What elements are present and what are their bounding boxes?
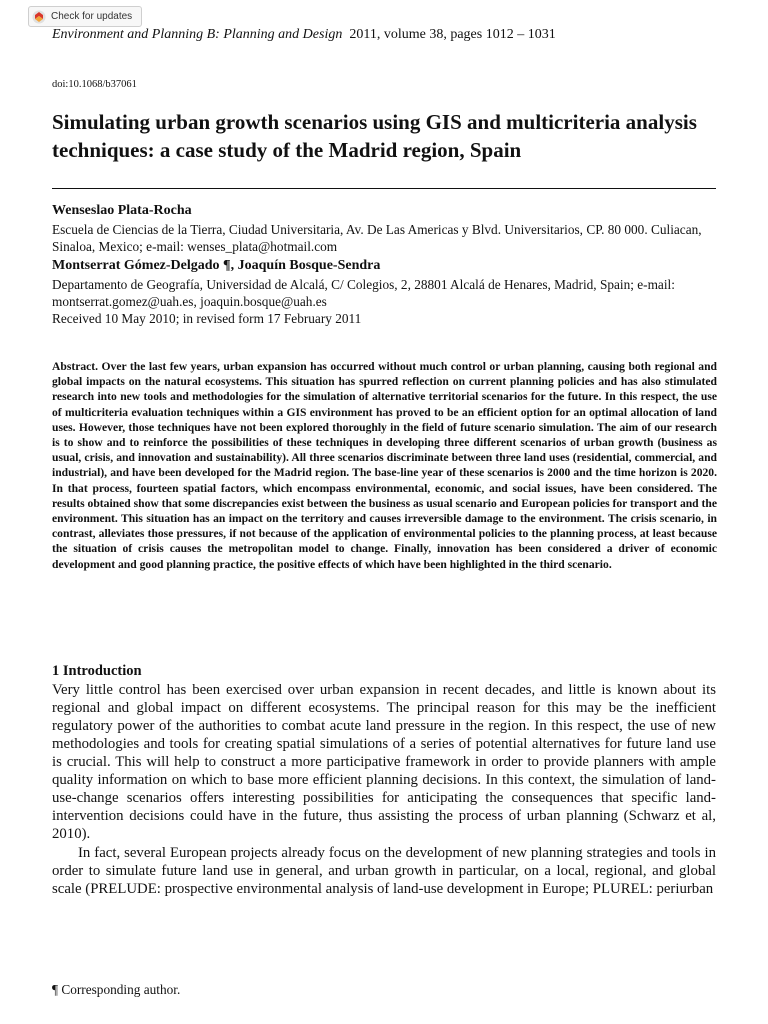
doi: doi:10.1068/b37061 — [52, 79, 137, 90]
check-for-updates-badge[interactable] — [28, 6, 142, 27]
received-dates: Received 10 May 2010; in revised form 17 February 2011 — [52, 311, 362, 326]
author-affiliation: Departamento de Geografía, Universidad de Alcalá, C/ Colegios, 2, 28801 Alcalá de Henares, Madrid, Spain; e-mail: montserrat.gomez@uah.es, joaquin.bosque@uah.es — [52, 277, 675, 309]
title-divider — [52, 188, 716, 189]
author-list — [52, 201, 722, 327]
badge-label: Check for updates — [51, 11, 133, 22]
footnote: ¶ Corresponding author. — [52, 982, 181, 997]
author-name: Wenseslao Plata-Rocha — [52, 203, 192, 218]
journal-name: Environment and Planning B: Planning and Design — [52, 27, 343, 42]
paragraph: Very little control has been exercised over urban expansion in recent decades, and little is known about its regional and global impact on different ecosystems. The principal reason for this may be the inefficient regulatory power of the authorities to combat acute land pressure in the region. In this respect, the use of new methodologies and tools for creating spatial simulations of a series of potential alternatives for future land use is crucial. This will help to construct a more participative framework in order to provide planners with ample quality information on which to base more efficient planning decisions. In this context, the simulation of land-use-change scenarios offers interesting possibilities for anticipating the consequences that specific land-intervention decisions could have in the future, thus assisting the process of urban planning (Schwarz et al, 2010). — [52, 682, 716, 842]
journal-citation — [52, 27, 556, 43]
abstract-label: Abstract. — [52, 360, 99, 373]
introduction-body — [52, 681, 716, 898]
author-block — [52, 256, 722, 310]
section-heading: 1 Introduction — [52, 663, 142, 679]
author-block — [52, 201, 722, 255]
author-affiliation: Escuela de Ciencias de la Tierra, Ciudad Universitaria, Av. De Las Americas y Blvd. Universitarios, CP. 80 000. Culiacan, Sinaloa, Mexico; e-mail: wenses_plata@hotmail.com — [52, 222, 702, 254]
paper-title: Simulating urban growth scenarios using GIS and multicriteria analysis techniques: a case study of the Madrid region, Spain — [52, 110, 697, 162]
crossmark-icon — [32, 10, 46, 24]
paragraph: In fact, several European projects already focus on the development of new planning strategies and tools in order to simulate future land use in general, and urban growth in particular, on a local, regional, and global scale (PRELUDE: prospective environmental analysis of land-use development in Europe; PLUREL: periurban — [52, 845, 716, 897]
author-name: Montserrat Gómez-Delgado ¶, Joaquín Bosque-Sendra — [52, 258, 381, 273]
journal-details: 2011, volume 38, pages 1012 – 1031 — [349, 27, 556, 42]
abstract — [52, 359, 717, 572]
abstract-text: Over the last few years, urban expansion has occurred without much control or urban planning, causing both regional and global impacts on the natural ecosystems. This situation has spurred reflection on current planning policies and has also stimulated research into new tools and methodologies for the simulation of alternative territorial scenarios for the future. In this respect, the use of multicriteria evaluation techniques within a GIS environment has proved to be an efficient option for an optimal allocation of land uses. However, those techniques have not been explored thoroughly in the field of future scenario simulation. The aim of our research is to show and to reinforce the possibilities of these techniques in developing three different scenarios of urban growth (business as usual, crisis, and innovation and sustainability). All three scenarios discriminate between three land uses (residential, commercial, and industrial), and have been developed for the Madrid region. The base-line year of these scenarios is 2000 and the time horizon is 2020. In that process, fourteen spatial factors, which encompass environmental, economic, and social issues, have been considered. The results obtained show that some discrepancies exist between the business as usual scenario and European policies for transport and the environment. This situation has an impact on the territory and causes irreversible damage to the environment. The crisis scenario, in contrast, alleviates those pressures, if not because of the application of environmental policies to the planning process, at least because the situation of crisis causes the metropolitan model to change. Finally, innovation has been considered a driver of economic development and good planning practice, the positive effects of which have been highlighted in the third scenario. — [52, 360, 718, 571]
